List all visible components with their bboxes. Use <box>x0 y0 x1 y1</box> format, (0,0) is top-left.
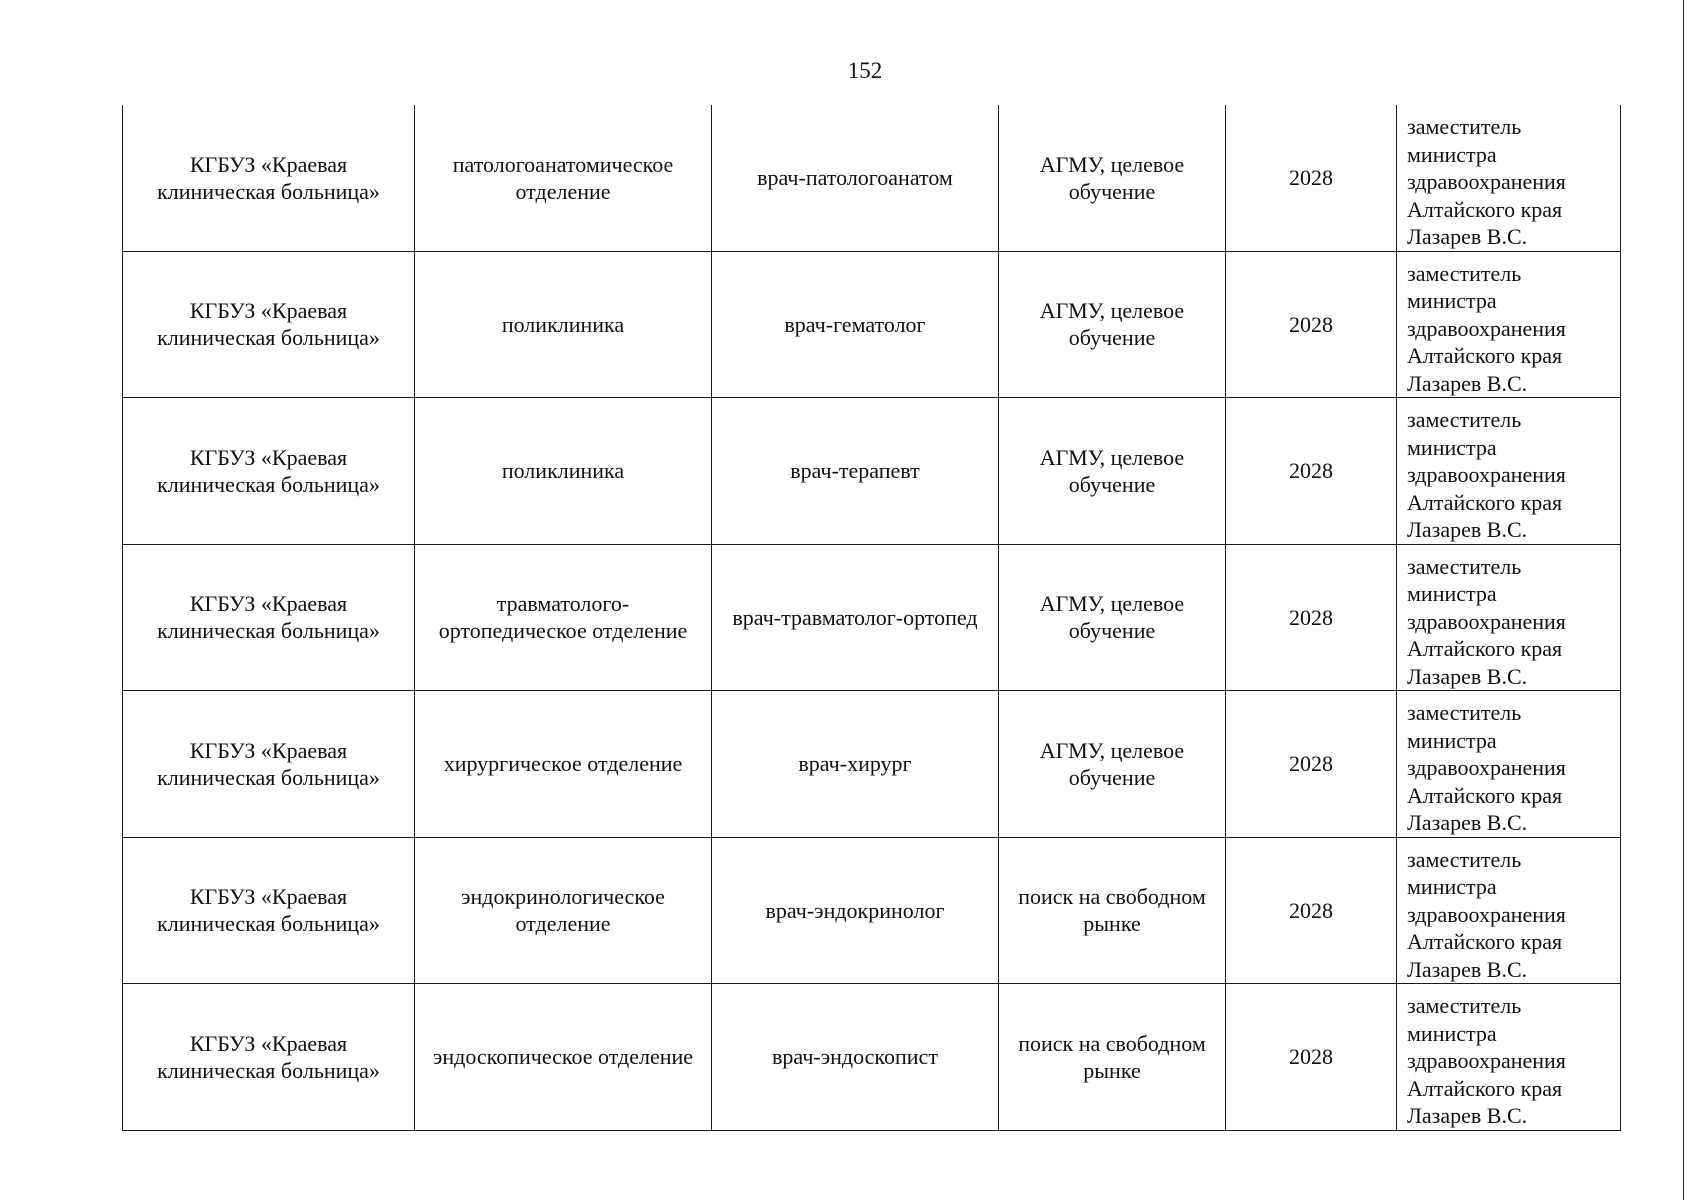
cell-responsible: заместитель министра здравоохранения Алтайского края Лазарев В.С. <box>1397 691 1621 838</box>
cell-responsible: заместитель министра здравоохранения Алтайского края Лазарев В.С. <box>1397 984 1621 1131</box>
cell-source: АГМУ, целевое обучение <box>999 691 1226 838</box>
page-number: 152 <box>847 58 883 83</box>
cell-source: поиск на свободном рынке <box>999 984 1226 1131</box>
cell-source: АГМУ, целевое обучение <box>999 544 1226 691</box>
staffing-table-container <box>122 105 1621 1131</box>
page-edge-line <box>1683 0 1684 1200</box>
staffing-table <box>122 105 1621 1131</box>
cell-source: поиск на свободном рынке <box>999 837 1226 984</box>
cell-responsible: заместитель министра здравоохранения Алтайского края Лазарев В.С. <box>1397 105 1621 251</box>
cell-department: патологоанатомическое отделение <box>415 105 712 251</box>
cell-source: АГМУ, целевое обучение <box>999 251 1226 398</box>
cell-position: врач-травматолог-ортопед <box>712 544 999 691</box>
cell-organization: КГБУЗ «Краевая клиническая больница» <box>123 105 415 251</box>
cell-responsible: заместитель министра здравоохранения Алтайского края Лазарев В.С. <box>1397 544 1621 691</box>
cell-department: травматолого-ортопедическое отделение <box>415 544 712 691</box>
cell-source: АГМУ, целевое обучение <box>999 398 1226 545</box>
cell-year: 2028 <box>1226 544 1397 691</box>
table-row <box>123 544 1621 691</box>
cell-year: 2028 <box>1226 984 1397 1131</box>
table-row <box>123 398 1621 545</box>
cell-year: 2028 <box>1226 251 1397 398</box>
cell-department: эндокринологическое отделение <box>415 837 712 984</box>
cell-position: врач-эндоскопист <box>712 984 999 1131</box>
cell-responsible: заместитель министра здравоохранения Алтайского края Лазарев В.С. <box>1397 398 1621 545</box>
cell-year: 2028 <box>1226 837 1397 984</box>
cell-organization: КГБУЗ «Краевая клиническая больница» <box>123 691 415 838</box>
cell-position: врач-хирург <box>712 691 999 838</box>
cell-position: врач-гематолог <box>712 251 999 398</box>
cell-position: врач-терапевт <box>712 398 999 545</box>
table-row <box>123 837 1621 984</box>
cell-department: поликлиника <box>415 398 712 545</box>
cell-position: врач-эндокринолог <box>712 837 999 984</box>
cell-department: поликлиника <box>415 251 712 398</box>
cell-responsible: заместитель министра здравоохранения Алтайского края Лазарев В.С. <box>1397 837 1621 984</box>
table-row <box>123 691 1621 838</box>
table-row <box>123 105 1621 251</box>
cell-department: хирургическое отделение <box>415 691 712 838</box>
cell-year: 2028 <box>1226 691 1397 838</box>
cell-organization: КГБУЗ «Краевая клиническая больница» <box>123 544 415 691</box>
cell-year: 2028 <box>1226 105 1397 251</box>
cell-position: врач-патологоанатом <box>712 105 999 251</box>
cell-source: АГМУ, целевое обучение <box>999 105 1226 251</box>
cell-organization: КГБУЗ «Краевая клиническая больница» <box>123 251 415 398</box>
cell-department: эндоскопическое отделение <box>415 984 712 1131</box>
table-row <box>123 251 1621 398</box>
cell-organization: КГБУЗ «Краевая клиническая больница» <box>123 984 415 1131</box>
cell-responsible: заместитель министра здравоохранения Алтайского края Лазарев В.С. <box>1397 251 1621 398</box>
cell-organization: КГБУЗ «Краевая клиническая больница» <box>123 398 415 545</box>
cell-year: 2028 <box>1226 398 1397 545</box>
cell-organization: КГБУЗ «Краевая клиническая больница» <box>123 837 415 984</box>
table-row <box>123 984 1621 1131</box>
